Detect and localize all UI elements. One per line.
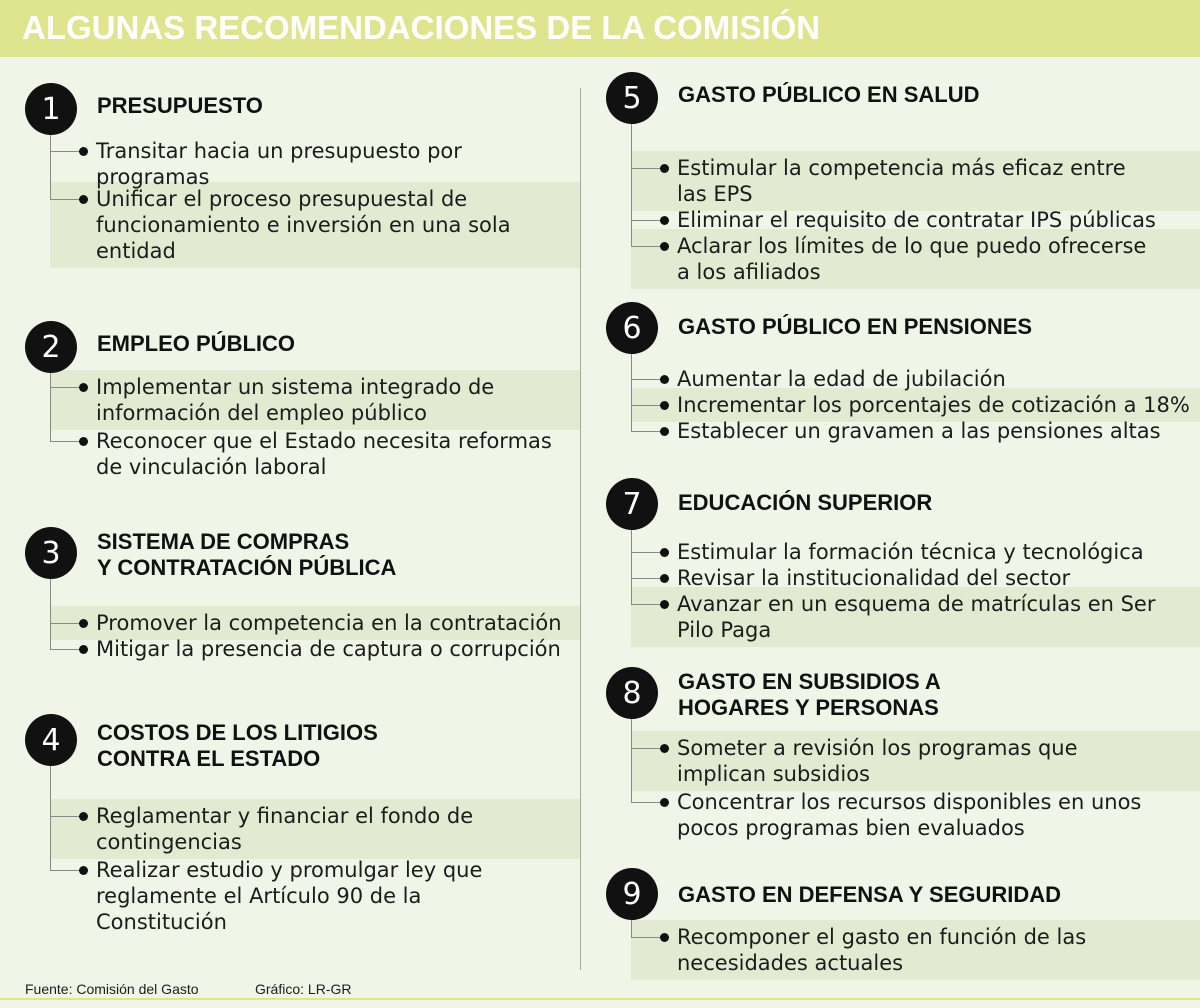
recommendation-text-line: Recomponer el gasto en función de las: [677, 925, 1087, 949]
item-connector-line: [50, 441, 80, 442]
section-title: [678, 490, 932, 516]
recommendation-text: [677, 789, 1141, 841]
section-stem-line: [631, 530, 632, 604]
recommendation-text-line: Aclarar los límites de lo que puedo ofrecerse: [677, 234, 1147, 258]
item-connector-line: [631, 604, 661, 605]
bullet-dot-icon: [660, 798, 669, 807]
section-title-line: CONTRA EL ESTADO: [97, 746, 321, 771]
recommendation-text-line: funcionamiento e inversión en una sola: [96, 213, 511, 237]
recommendation-text-line: Concentrar los recursos disponibles en unos: [677, 790, 1142, 814]
section-title-line: GASTO PÚBLICO EN PENSIONES: [678, 314, 1033, 339]
section-stem-line: [631, 124, 632, 246]
item-connector-line: [631, 220, 661, 221]
recommendation-text-line: las EPS: [677, 182, 753, 206]
section-title: [97, 93, 263, 119]
section-number-badge: 6: [606, 302, 658, 354]
section-stem-line: [631, 354, 632, 431]
recommendation-text-line: información del empleo público: [96, 401, 427, 425]
bullet-dot-icon: [79, 147, 88, 156]
recommendation-text-line: Establecer un gravamen a las pensiones altas: [677, 419, 1161, 443]
item-connector-line: [631, 552, 661, 553]
recommendation-text-line: pocos programas bien evaluados: [677, 816, 1025, 840]
recommendation-text-line: entidad: [96, 239, 176, 263]
bullet-dot-icon: [660, 427, 669, 436]
section-title-line: GASTO EN DEFENSA Y SEGURIDAD: [678, 882, 1062, 907]
item-connector-line: [631, 379, 661, 380]
recommendation-text: [96, 803, 473, 855]
recommendation-text: [96, 186, 511, 264]
recommendation-text: [96, 857, 482, 935]
section-stem-line: [50, 579, 51, 649]
recommendation-text-line: Aumentar la edad de jubilación: [677, 367, 1006, 391]
section-number-badge: 3: [25, 527, 77, 579]
recommendation-text-line: reglamente el Artículo 90 de la: [96, 884, 422, 908]
bullet-dot-icon: [660, 933, 669, 942]
section-title-line: PRESUPUESTO: [97, 93, 263, 118]
recommendation-text-line: Reglamentar y financiar el fondo de: [96, 804, 474, 828]
item-connector-line: [50, 623, 80, 624]
recommendation-text-line: Estimular la formación técnica y tecnológica: [677, 540, 1144, 564]
section-number-badge: 1: [25, 83, 77, 135]
recommendation-text: [677, 539, 1144, 565]
section-number-badge: 4: [25, 714, 77, 766]
bullet-dot-icon: [660, 744, 669, 753]
recommendation-text-line: Mitigar la presencia de captura o corrupción: [96, 637, 561, 661]
item-connector-line: [631, 431, 661, 432]
header-bar: [0, 0, 1200, 57]
column-divider: [580, 88, 581, 970]
recommendation-text: [677, 155, 1126, 207]
bullet-dot-icon: [79, 437, 88, 446]
section-title: [97, 720, 378, 772]
recommendation-text: [677, 735, 1078, 787]
recommendation-text: [677, 924, 1086, 976]
item-connector-line: [50, 816, 80, 817]
item-connector-line: [631, 168, 661, 169]
item-connector-line: [50, 387, 80, 388]
section-stem-line: [50, 373, 51, 441]
recommendation-text-line: implican subsidios: [677, 762, 870, 786]
recommendation-text: [677, 392, 1190, 418]
source-credit: Fuente: Comisión del Gasto: [25, 981, 199, 997]
bullet-dot-icon: [660, 375, 669, 384]
recommendation-text-line: Reconocer que el Estado necesita reformas: [96, 429, 552, 453]
recommendation-text-line: programas: [96, 165, 210, 189]
recommendation-text: [96, 636, 561, 662]
bullet-dot-icon: [79, 619, 88, 628]
recommendation-text-line: Unificar el proceso presupuestal de: [96, 187, 468, 211]
section-stem-line: [631, 920, 632, 937]
recommendation-text-line: Revisar la institucionalidad del sector: [677, 566, 1071, 590]
section-number-badge: 9: [606, 868, 658, 920]
bullet-dot-icon: [660, 600, 669, 609]
section-title: [97, 529, 396, 581]
item-connector-line: [50, 649, 80, 650]
bullet-dot-icon: [79, 195, 88, 204]
recommendation-text-line: de vinculación laboral: [96, 455, 327, 479]
recommendation-text: [96, 610, 562, 636]
item-connector-line: [631, 578, 661, 579]
recommendation-text: [677, 591, 1155, 643]
section-number-badge: 5: [606, 72, 658, 124]
recommendation-text-line: Estimular la competencia más eficaz entre: [677, 156, 1126, 180]
footer-rule: [0, 998, 1200, 1000]
section-title-line: COSTOS DE LOS LITIGIOS: [97, 720, 378, 745]
item-connector-line: [631, 937, 661, 938]
graphic-credit: Gráfico: LR-GR: [255, 981, 352, 997]
recommendation-text-line: Transitar hacia un presupuesto por: [96, 139, 462, 163]
bullet-dot-icon: [660, 548, 669, 557]
bullet-dot-icon: [660, 574, 669, 583]
recommendation-text: [677, 418, 1161, 444]
bullet-dot-icon: [79, 812, 88, 821]
recommendation-text: [677, 207, 1156, 233]
bullet-dot-icon: [79, 383, 88, 392]
section-title: [678, 669, 941, 721]
section-title: [97, 331, 295, 357]
item-connector-line: [631, 748, 661, 749]
bullet-dot-icon: [660, 164, 669, 173]
recommendation-text-line: Pilo Paga: [677, 618, 772, 642]
bullet-dot-icon: [79, 645, 88, 654]
page-title: ALGUNAS RECOMENDACIONES DE LA COMISIÓN: [22, 9, 821, 46]
section-number-badge: 8: [606, 667, 658, 719]
section-title-line: SISTEMA DE COMPRAS: [97, 529, 350, 554]
recommendation-text: [677, 366, 1006, 392]
item-connector-line: [50, 199, 80, 200]
recommendation-text-line: contingencias: [96, 830, 242, 854]
section-title-line: EMPLEO PÚBLICO: [97, 331, 296, 356]
bullet-dot-icon: [660, 242, 669, 251]
section-stem-line: [50, 766, 51, 870]
recommendation-text-line: Someter a revisión los programas que: [677, 736, 1078, 760]
bullet-dot-icon: [79, 866, 88, 875]
section-title-line: Y CONTRATACIÓN PÚBLICA: [97, 555, 397, 580]
section-title-line: GASTO EN SUBSIDIOS A: [678, 669, 941, 694]
section-title: [678, 882, 1061, 908]
item-connector-line: [631, 802, 661, 803]
section-number-badge: 7: [606, 478, 658, 530]
section-title-line: GASTO PÚBLICO EN SALUD: [678, 82, 980, 107]
recommendation-text-line: Realizar estudio y promulgar ley que: [96, 858, 483, 882]
item-connector-line: [631, 405, 661, 406]
recommendation-text: [677, 233, 1146, 285]
section-title: [678, 82, 980, 108]
recommendation-text: [96, 138, 462, 190]
section-stem-line: [631, 719, 632, 802]
recommendation-text-line: Eliminar el requisito de contratar IPS públicas: [677, 208, 1156, 232]
section-title: [678, 314, 1032, 340]
recommendation-text: [96, 428, 552, 480]
recommendation-text-line: Promover la competencia en la contratación: [96, 611, 562, 635]
recommendation-text-line: Constitución: [96, 910, 227, 934]
recommendation-text: [96, 374, 494, 426]
recommendation-text-line: Implementar un sistema integrado de: [96, 375, 495, 399]
item-connector-line: [50, 151, 80, 152]
item-connector-line: [50, 870, 80, 871]
section-number-badge: 2: [25, 321, 77, 373]
section-title-line: HOGARES Y PERSONAS: [678, 695, 939, 720]
bullet-dot-icon: [660, 401, 669, 410]
recommendation-text-line: Incrementar los porcentajes de cotización a 18%: [677, 393, 1190, 417]
bullet-dot-icon: [660, 216, 669, 225]
recommendation-text-line: a los afiliados: [677, 260, 821, 284]
recommendation-text: [677, 565, 1070, 591]
item-connector-line: [631, 246, 661, 247]
recommendation-text-line: Avanzar en un esquema de matrículas en Ser: [677, 592, 1156, 616]
section-stem-line: [50, 135, 51, 199]
recommendation-text-line: necesidades actuales: [677, 951, 904, 975]
section-title-line: EDUCACIÓN SUPERIOR: [678, 490, 933, 515]
